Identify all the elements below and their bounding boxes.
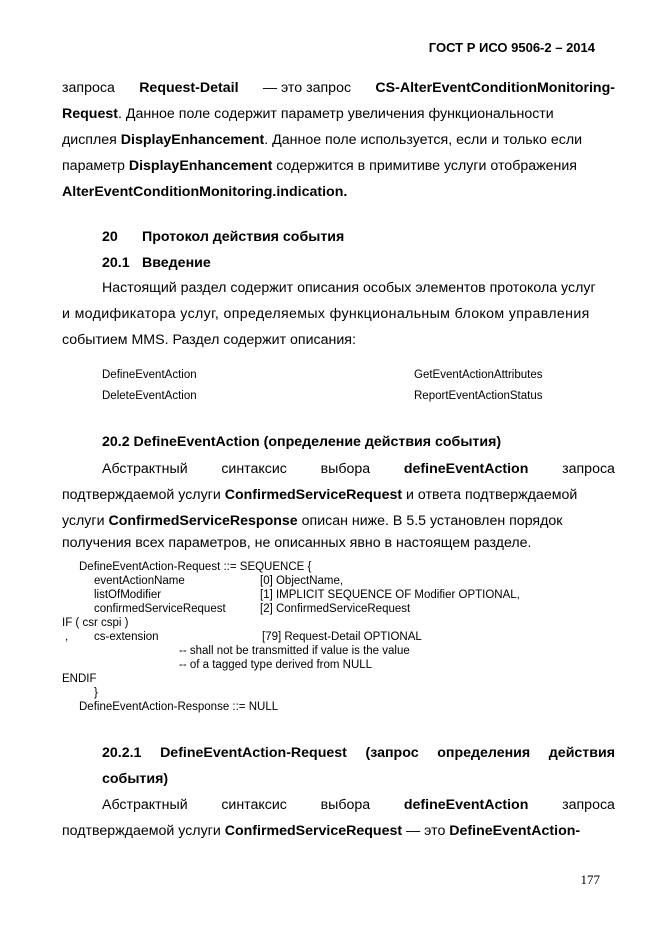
text: содержится в примитиве услуги отображения — [272, 158, 577, 174]
list-item-right-2: ReportEventActionStatus — [414, 390, 543, 402]
text-bold: ConfirmedServiceRequest — [224, 823, 403, 839]
text: запроса — [562, 461, 615, 477]
code-line-3b: [1] IMPLICIT SEQUENCE OF Modifier OPTIONAL, — [260, 589, 520, 601]
text-bold: ConfirmedServiceResponse — [108, 513, 298, 529]
text-bold: Request — [62, 106, 118, 122]
code-line-2b: [0] ObjectName, — [260, 575, 344, 587]
p4-line-1 — [102, 792, 615, 818]
code-line-11: DefineEventAction-Response ::= NULL — [79, 701, 279, 713]
p1-line-1 — [62, 75, 615, 101]
section-title: Введение — [142, 255, 211, 271]
p3-line-4: получения всех параметров, не описанных явно в настоящем разделе. — [62, 535, 532, 551]
code-line-6c: [79] Request-Detail OPTIONAL — [262, 631, 422, 643]
code-line-10: } — [94, 687, 98, 699]
text-bold: defineEventAction — [403, 461, 529, 477]
text-bold: определения — [437, 745, 531, 761]
section-number: 20.1 — [102, 255, 130, 271]
text: услуги — [62, 513, 109, 529]
text: выбора — [320, 461, 371, 477]
code-line-9: ENDIF — [62, 673, 97, 685]
section-heading-20-2-1-line-2: события) — [102, 771, 169, 787]
text-bold: DefineEventAction-Request — [160, 745, 347, 761]
section-title: Протокол действия события — [142, 229, 345, 245]
text: и ответа подтверждаемой — [402, 487, 578, 503]
section-heading-20-2-1 — [102, 740, 615, 766]
text: — это запрос — [262, 80, 352, 96]
text: запроса — [62, 80, 115, 96]
code-line-7: -- shall not be transmitted if value is the value — [179, 645, 410, 657]
code-line-6b: cs-extension — [94, 631, 159, 643]
text: синтаксис — [221, 461, 287, 477]
code-line-4a: confirmedServiceRequest — [94, 603, 226, 615]
text: — это — [402, 823, 450, 839]
text: подтверждаемой услуги — [62, 823, 225, 839]
text-bold: CS-AlterEventConditionMonitoring- — [375, 80, 615, 96]
text: подтверждаемой услуги — [62, 487, 225, 503]
text-bold: ConfirmedServiceRequest — [224, 487, 403, 503]
list-item-left-2: DeleteEventAction — [102, 390, 197, 402]
text-bold: defineEventAction — [403, 797, 529, 813]
code-line-6a: , — [65, 631, 69, 643]
code-line-4b: [2] ConfirmedServiceRequest — [260, 603, 411, 615]
text: дисплея — [62, 132, 121, 148]
text: синтаксис — [221, 797, 287, 813]
text-bold: (запрос — [365, 745, 419, 761]
text: Абстрактный — [102, 797, 188, 813]
p2-line-1: Настоящий раздел содержит описания особых элементов протокола услуг — [102, 280, 596, 296]
list-item-right-1: GetEventActionAttributes — [414, 369, 543, 381]
document-header: ГОСТ Р ИСО 9506-2 – 2014 — [428, 40, 595, 55]
p2-line-2 — [62, 301, 615, 327]
code-line-1: DefineEventAction-Request ::= SEQUENCE { — [79, 561, 312, 573]
text: выбора — [320, 797, 371, 813]
text: . Данное поле используется, если и только если — [264, 132, 583, 148]
text-bold: действия — [548, 745, 615, 761]
p1-line-3 — [62, 127, 615, 153]
code-line-8: -- of a tagged type derived from NULL — [179, 659, 373, 671]
p3-line-2 — [62, 482, 615, 508]
section-heading-20 — [102, 229, 344, 245]
text-bold: 20.2.1 — [102, 745, 142, 761]
section-heading-20-2: 20.2 DefineEventAction (определение действия события) — [102, 434, 502, 450]
section-heading-20-1 — [102, 255, 211, 271]
text: Абстрактный — [102, 461, 188, 477]
text-bold: DisplayEnhancement — [128, 158, 273, 174]
text: описан ниже. В 5.5 установлен порядок — [297, 513, 563, 529]
section-number: 20 — [102, 229, 118, 245]
code-line-5: IF ( csr cspi ) — [62, 617, 129, 629]
code-line-2a: eventActionName — [94, 575, 185, 587]
text: запроса — [562, 797, 615, 813]
p1-line-2 — [62, 101, 615, 127]
text: и модификатора услуг, определяемых функциональным блоком управления — [62, 306, 590, 322]
p4-line-2 — [62, 818, 615, 844]
list-item-left-1: DefineEventAction — [102, 369, 197, 381]
text-bold: Request-Detail — [139, 80, 239, 96]
text: параметр — [62, 158, 129, 174]
code-line-3a: listOfModifier — [94, 589, 162, 601]
text-bold: DisplayEnhancement — [120, 132, 265, 148]
text: . Данное поле содержит параметр увеличения функциональности — [117, 106, 554, 122]
p3-line-1 — [102, 456, 615, 482]
text-bold: DefineEventAction- — [449, 823, 581, 839]
page-number: 177 — [580, 872, 600, 887]
p2-line-3: событием MMS. Раздел содержит описания: — [62, 332, 356, 348]
p1-line-5: AlterEventConditionMonitoring.indication. — [62, 184, 348, 200]
p1-line-4 — [62, 153, 615, 179]
